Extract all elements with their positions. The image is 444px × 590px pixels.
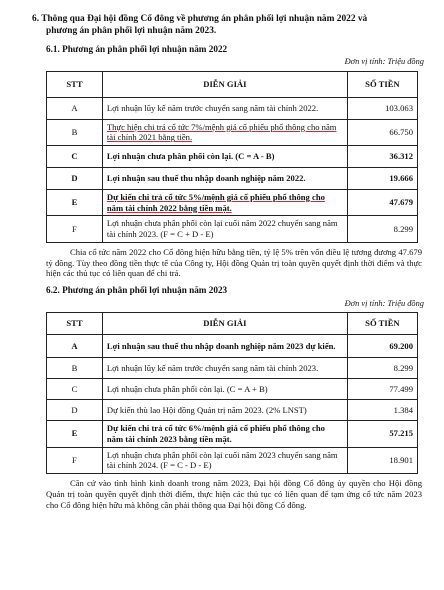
header-amount: SỐ TIỀN <box>347 313 417 335</box>
row-stt: C <box>47 145 103 167</box>
table-row <box>47 167 418 189</box>
row-stt: F <box>47 216 103 242</box>
row-description: Dự kiến chi trả cổ tức 5%/mệnh giá cổ phiếu phổ thông cho năm tài chính 2022 bằng tiền mặt. <box>102 189 347 215</box>
table-row <box>47 421 418 447</box>
table-row <box>47 400 418 421</box>
table-row <box>47 145 418 167</box>
row-amount: 1.384 <box>347 400 417 421</box>
header-stt: STT <box>47 313 103 335</box>
row-amount: 36.312 <box>347 145 417 167</box>
row-amount: 8.299 <box>347 216 417 242</box>
table-row <box>47 97 418 119</box>
row-description: Lợi nhuận chưa phân phối còn lại cuối năm 2022 chuyển sang năm tài chính 2023. (F = C + D - E) <box>102 216 347 242</box>
row-amount: 66.750 <box>347 119 417 145</box>
table-row <box>47 189 418 215</box>
row-amount: 77.499 <box>347 379 417 400</box>
unit-label-2022: Đơn vị tính: Triệu đồng <box>344 57 424 66</box>
profit-table-2023 <box>46 312 418 474</box>
row-stt: D <box>47 400 103 421</box>
row-amount: 103.063 <box>347 97 417 119</box>
row-stt: A <box>47 97 103 119</box>
dividend-note-2022: Chia cổ tức năm 2022 cho Cổ đông hiện hữu bằng tiền, tỷ lệ 5% trên vốn điều lệ tương đương 47.679 tỷ đồng. Tùy theo đồng tiền thực tế của Công ty, Hội đồng Quản trị toàn quyền quyết định thời điểm và thực hiện các thủ tục có liên quan để chi trả. <box>46 246 422 279</box>
row-amount: 19.666 <box>347 167 417 189</box>
row-description: Lợi nhuận lũy kế năm trước chuyển sang năm tài chính 2023. <box>102 358 347 379</box>
section-heading <box>32 14 426 38</box>
row-description: Dự kiến thù lao Hội đồng Quản trị năm 2023. (2% LNST) <box>102 400 347 421</box>
subsection-title-2022: 6.1. Phương án phân phối lợi nhuận năm 2022 <box>46 43 228 54</box>
row-stt: B <box>47 358 103 379</box>
row-stt: E <box>47 421 103 447</box>
row-description: Lợi nhuận sau thuế thu nhập doanh nghiệp năm 2023 dự kiến. <box>102 335 347 358</box>
row-amount: 57.215 <box>347 421 417 447</box>
row-amount: 47.679 <box>347 189 417 215</box>
table-row <box>47 379 418 400</box>
row-amount: 18.901 <box>347 447 417 473</box>
header-amount: SỐ TIỀN <box>347 71 417 97</box>
table-header-row <box>47 313 418 335</box>
dividend-note-2023: Căn cứ vào tình hình kinh doanh trong năm 2023, Đại hội đồng Cổ đông ủy quyền cho Hội đồng Quản trị toàn quyền quyết định thời điểm, thực hiện các thủ tục có liên quan để tạm ứng cổ tức năm 2023 cho Cổ đông hiện hữu mà không cần phải thông qua Đại hội đồng Cổ đông. <box>46 478 422 510</box>
row-description: Lợi nhuận chưa phân phối còn lại cuối năm 2023 chuyển sang năm tài chính 2024. (F = C - D - E) <box>102 447 347 473</box>
row-description: Lợi nhuận lũy kế năm trước chuyển sang năm tài chính 2022. <box>102 97 347 119</box>
row-description: Dự kiến chi trả cổ tức 6%/mệnh giá cổ phiếu phổ thông cho năm tài chính 2023 bằng tiền mặt. <box>102 421 347 447</box>
row-description: Thực hiện chi trả cổ tức 7%/mệnh giá cổ phiếu phổ thông cho năm tài chính 2021 bằng tiền. <box>102 119 347 145</box>
row-stt: A <box>47 335 103 358</box>
row-stt: F <box>47 447 103 473</box>
row-stt: B <box>47 119 103 145</box>
unit-label-2023: Đơn vị tính: Triệu đồng <box>344 298 424 308</box>
profit-table-2022 <box>46 71 418 243</box>
table-row <box>47 216 418 242</box>
row-stt: C <box>47 379 103 400</box>
row-description: Lợi nhuận sau thuế thu nhập doanh nghiệp năm 2022. <box>102 167 347 189</box>
row-stt: D <box>47 167 103 189</box>
table-row <box>47 335 418 358</box>
table-row <box>47 358 418 379</box>
header-stt: STT <box>47 71 103 97</box>
row-amount: 69.200 <box>347 335 417 358</box>
section-heading-line1: 6. Thông qua Đại hội đồng Cổ đông về phương án phân phối lợi nhuận năm 2022 và <box>32 14 368 24</box>
table-row <box>47 119 418 145</box>
row-description: Lợi nhuận chưa phân phối còn lại. (C = A + B) <box>102 379 347 400</box>
table-header-row <box>47 71 418 97</box>
row-amount: 8.299 <box>347 358 417 379</box>
header-description: DIỄN GIẢI <box>102 71 347 97</box>
section-heading-line2: phương án phân phối lợi nhuận năm 2023. <box>46 25 217 36</box>
table-row <box>47 447 418 473</box>
row-description: Lợi nhuận chưa phân phối còn lại. (C = A - B) <box>102 145 347 167</box>
subsection-title-2023: 6.2. Phương án phân phối lợi nhuận năm 2023 <box>46 285 228 296</box>
row-stt: E <box>47 189 103 215</box>
header-description: DIỄN GIẢI <box>102 313 347 335</box>
